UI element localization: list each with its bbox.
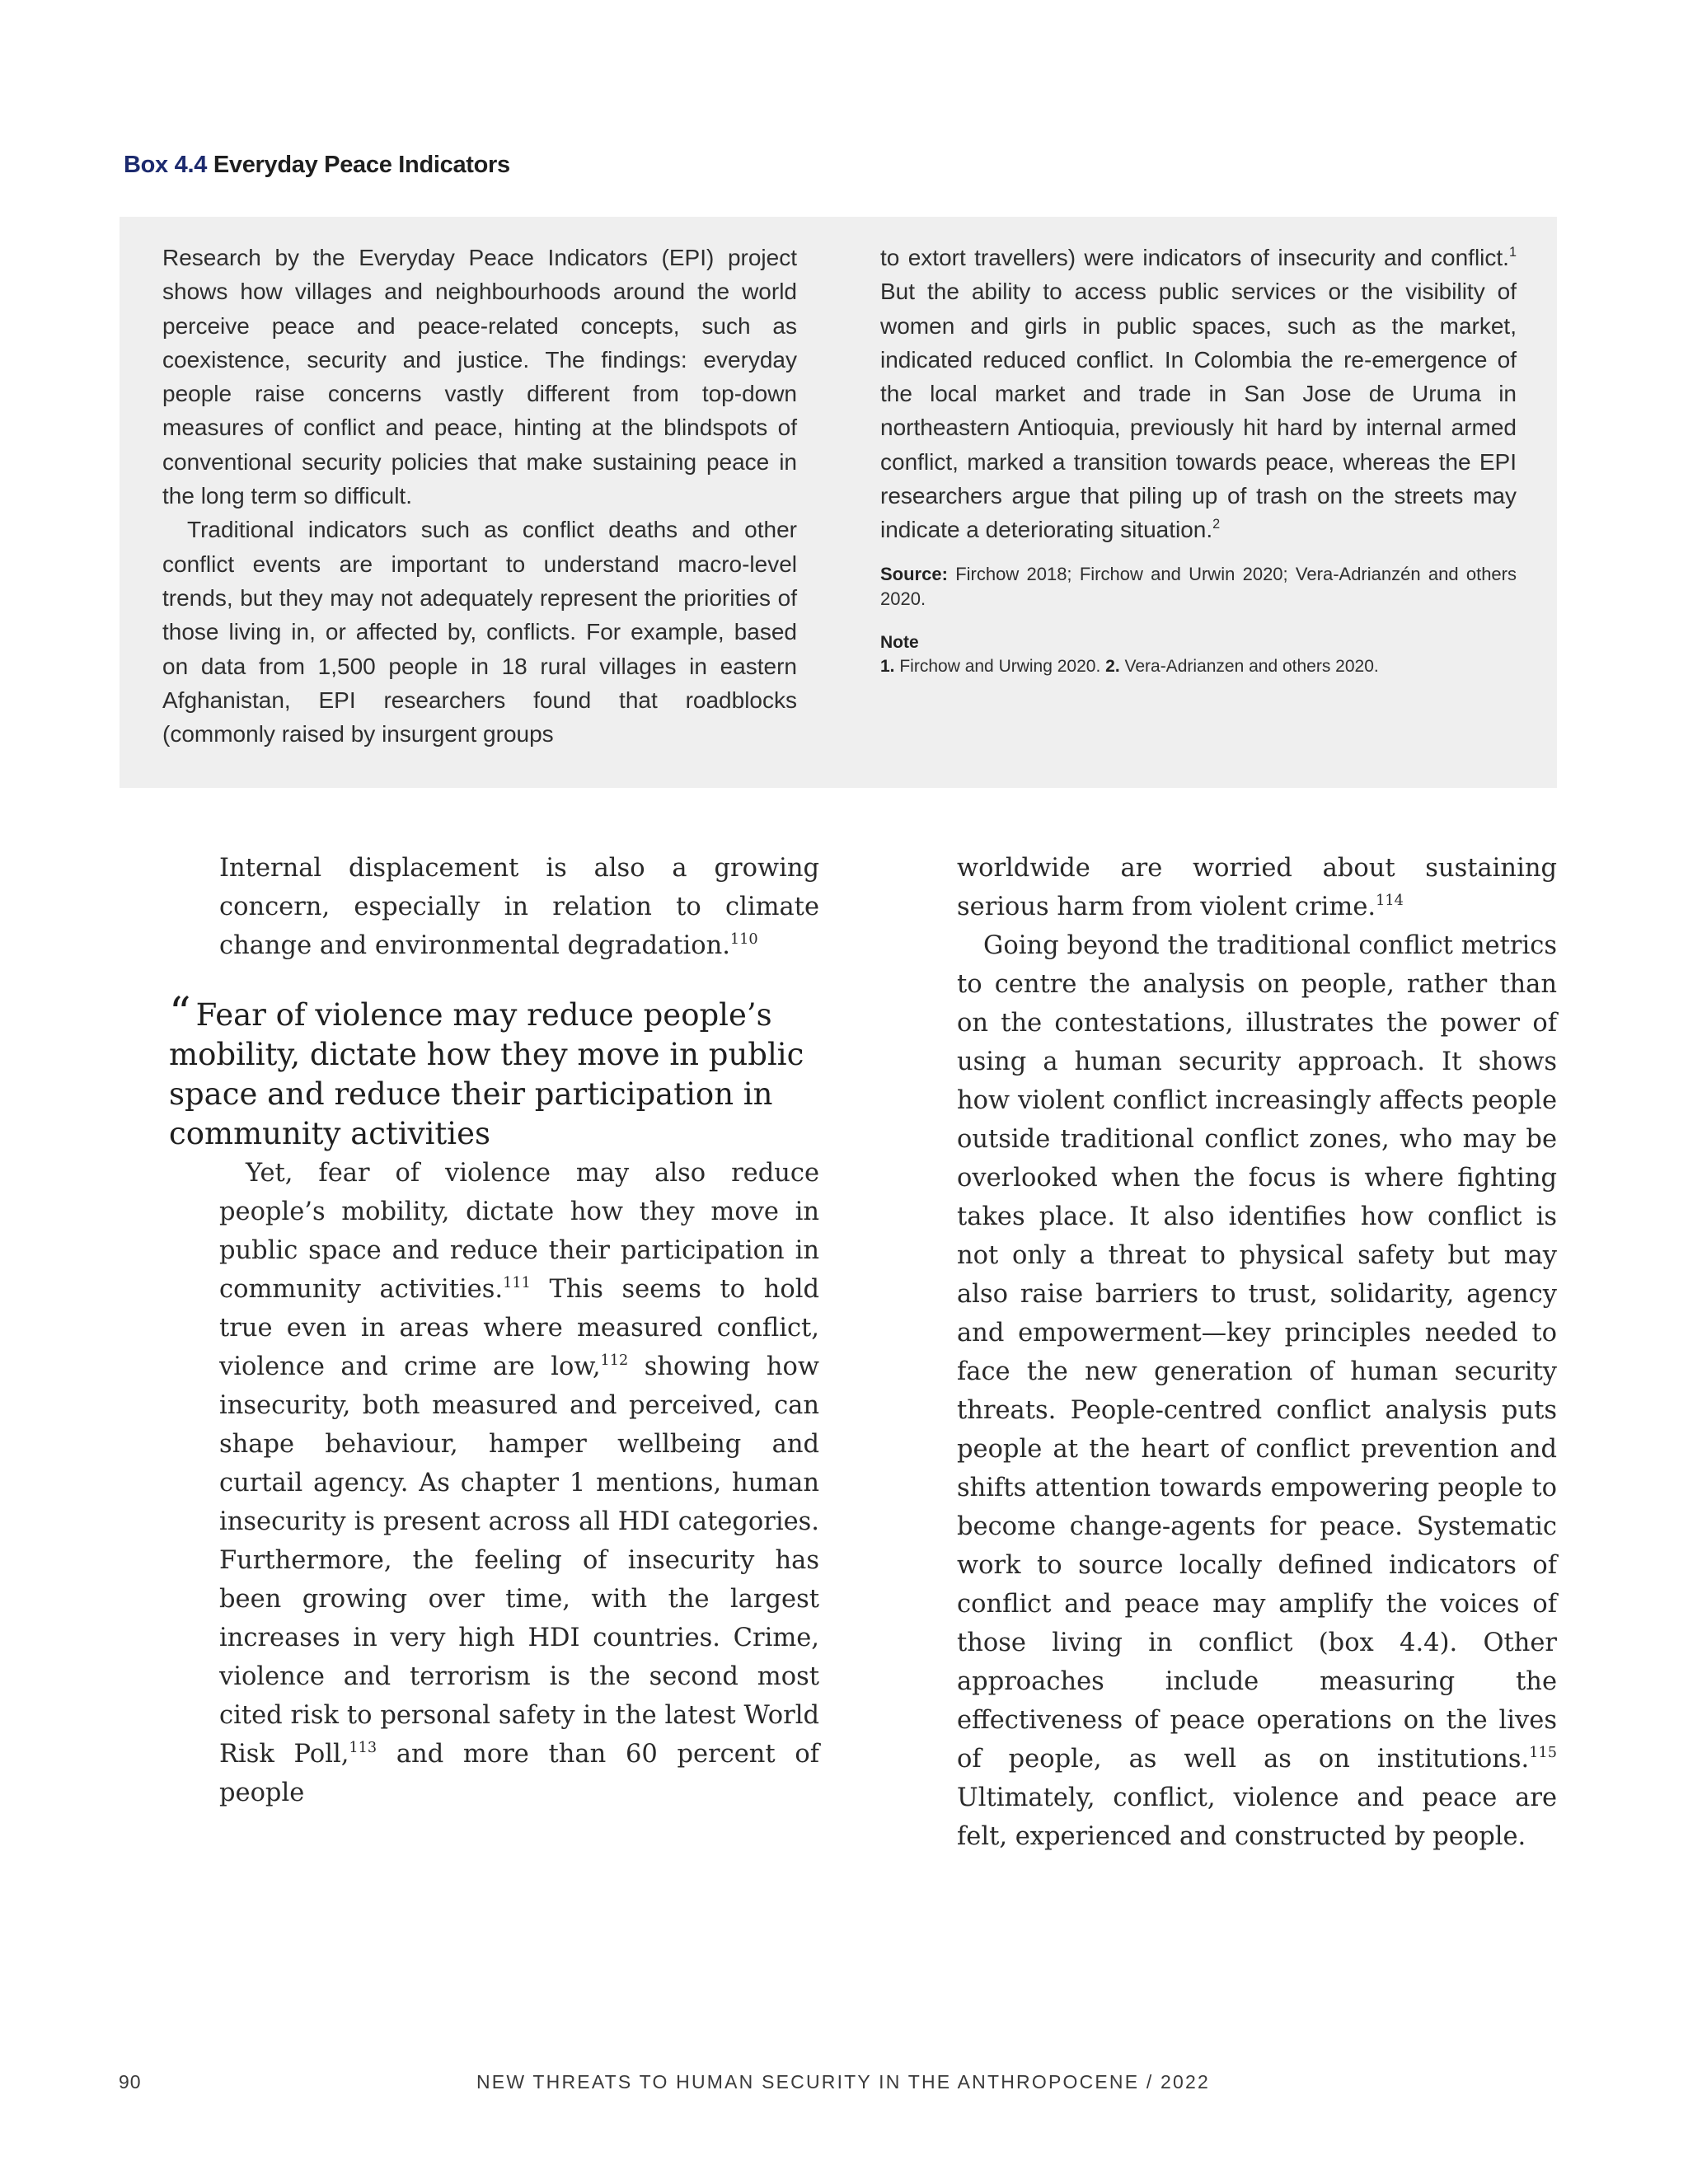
page-number: 90 xyxy=(119,2071,142,2093)
body-text: Going beyond the traditional conflict metrics to centre the analysis on people, rather than on the contestations, illustrates the power of using a human security approach. It shows how violent conflict increasingly affects people outside traditional conflict zones, who may be overlooked when the focus is where fighting takes place. It also identifies how conflict is not only a threat to physical safety but may also raise barriers to trust, solidarity, agency and empowerment—key principles needed to face the new generation of human security threats. People-centred conflict analysis puts people at the heart of conflict prevention and shifts attention towards empowering people to become change-agents for peace. Systematic work to source locally defined indicators of conflict and peace may amplify the voices of those living in conflict (box 4.4). Other approaches include measuring the effectiveness of peace operations on the lives of people, as well as on institutions. xyxy=(957,931,1557,1774)
box-heading xyxy=(124,152,510,179)
box-paragraph: Research by the Everyday Peace Indicators (EPI) project shows how villages and neighbourhoods around the world perceive peace and peace-related concepts, such as coexistence, security and justice. The findings: everyday people raise concerns vastly different from top-down measures of conflict and peace, hinting at the blindspots of conventional security policies that make sustaining peace in the long term so difficult. xyxy=(162,245,797,509)
body-text: showing how insecurity, both measured and perceived, can shape behaviour, hamper wellbeing and curtail agency. As chapter 1 mentions, human insecurity is present across all HDI categories. Furthermore, the feeling of insecurity has been growing over time, with the largest increases in very high HDI countries. Crime, violence and terrorism is the second most cited risk to personal safety in the latest World Risk Poll, xyxy=(219,1352,819,1769)
box-right-column xyxy=(880,241,1517,678)
box-notes xyxy=(880,654,1517,678)
box-paragraph: Traditional indicators such as conflict deaths and other conflict events are important to understand macro-level trends, but they may not adequately represent the priorities of those living in, or affected by, conflicts. For example, based on data from 1,500 people in 18 rural villages in eastern Afghanistan, EPI researchers found that roadblocks (commonly raised by insurgent groups xyxy=(162,517,797,748)
body-paragraph xyxy=(957,926,1557,1856)
note-text: Vera-Adrianzen and others 2020. xyxy=(1119,656,1379,676)
body-text: and more than 60 percent of people xyxy=(219,1740,819,1807)
body-text: worldwide are worried about sustaining serious harm from violent crime. xyxy=(957,854,1557,921)
note-number: 1. xyxy=(880,656,895,676)
footnote-ref: 115 xyxy=(1529,1744,1557,1761)
body-paragraph xyxy=(957,849,1557,926)
footnote-ref: 2 xyxy=(1212,517,1221,532)
box-title: Everyday Peace Indicators xyxy=(213,152,510,178)
note-number: 2. xyxy=(1105,656,1120,676)
pull-quote xyxy=(169,988,837,1154)
body-text: Ultimately, conflict, violence and peace are felt, experienced and constructed by people. xyxy=(957,1783,1557,1851)
note-heading: Note xyxy=(880,632,919,652)
footnote-ref: 111 xyxy=(503,1274,531,1291)
running-title: NEW THREATS TO HUMAN SECURITY IN THE ANTHROPOCENE / 2022 xyxy=(476,2071,1211,2093)
footnote-ref: 114 xyxy=(1376,892,1404,909)
footnote-ref: 1 xyxy=(1508,244,1517,260)
body-text: Internal displacement is also a growing concern, especially in relation to climate change and environmental degradation. xyxy=(219,854,819,960)
box-paragraph xyxy=(880,241,1517,547)
body-text: Yet, fear of violence may also reduce people’s mobility, dictate how they move in public space and reduce their participation in community activities. xyxy=(219,1159,819,1304)
footnote-ref: 113 xyxy=(349,1739,377,1756)
box-text: to extort travellers) were indicators of insecurity and conflict. xyxy=(880,245,1509,270)
box-left-column xyxy=(162,241,797,751)
body-left-column xyxy=(219,1154,819,1812)
note-text: Firchow and Urwing 2020. xyxy=(894,656,1106,676)
body-right-column xyxy=(957,849,1557,1856)
quote-mark: “ xyxy=(169,988,191,1038)
box-source xyxy=(880,562,1517,612)
pull-quote-text: Fear of violence may reduce people’s mobility, dictate how they move in public space and reduce their participation in community activities xyxy=(169,997,804,1151)
source-text: Firchow 2018; Firchow and Urwin 2020; Vera-Adrianzén and others 2020. xyxy=(880,563,1517,609)
body-paragraph-displacement xyxy=(219,849,819,965)
footnote-ref: 112 xyxy=(600,1352,629,1369)
body-paragraph xyxy=(219,1154,819,1812)
body-text: This seems to hold true even in areas where measured conflict, violence and crime are low, xyxy=(219,1275,819,1381)
footnote-ref: 110 xyxy=(729,930,758,948)
source-label: Source: xyxy=(880,563,948,584)
box-text: But the ability to access public services or the visibility of women and girls in public spaces, such as the market, indicated reduced conflict. In Colombia the re-emergence of the local market and trade in San Jose de Uruma in northeastern Antioquia, previously hit hard by internal armed conflict, marked a transition towards peace, whereas the EPI researchers argue that piling up of trash on the streets may indicate a deteriorating situation. xyxy=(880,279,1517,543)
box-number: Box 4.4 xyxy=(124,152,208,178)
